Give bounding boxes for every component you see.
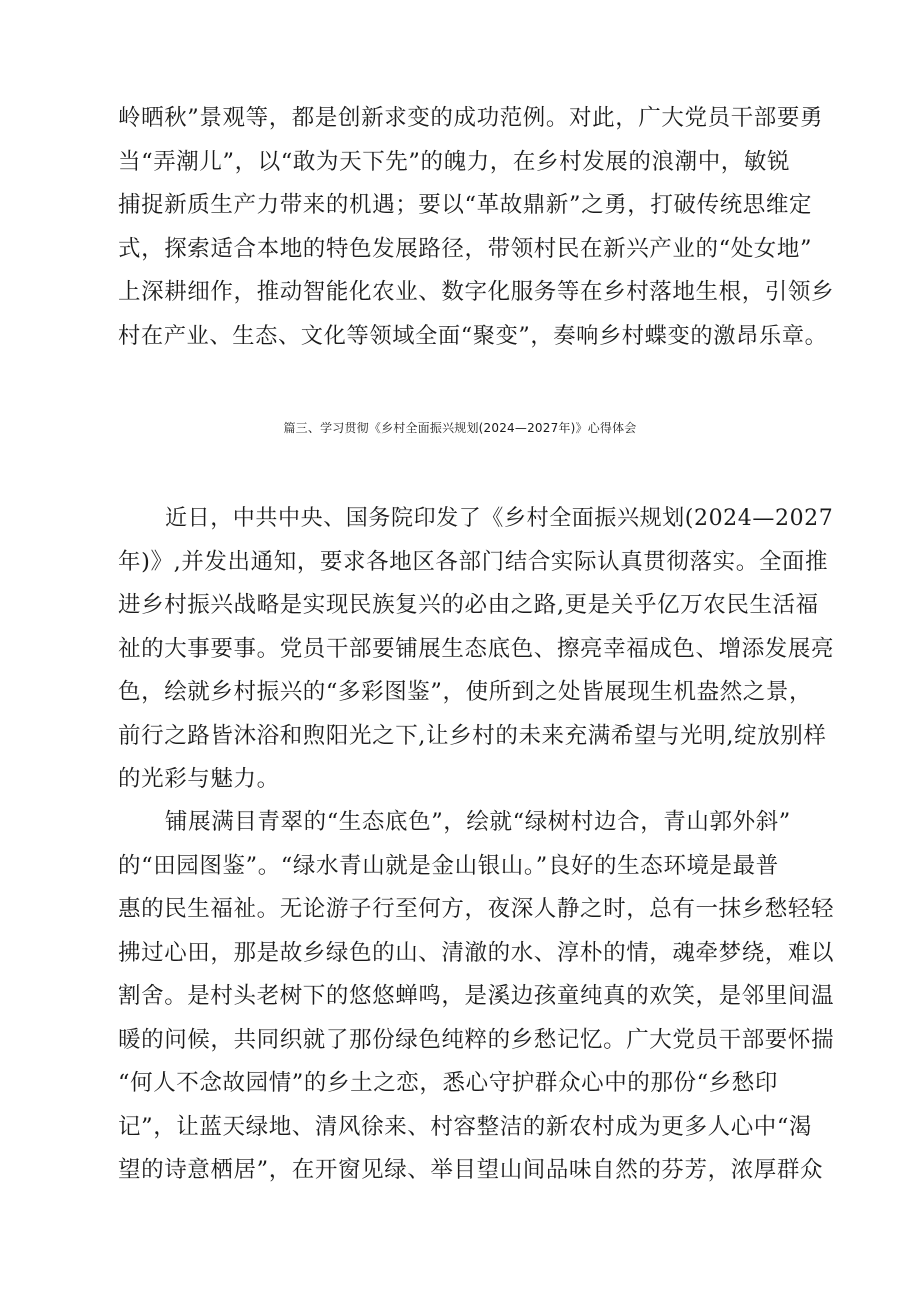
text-line: 当“弄潮儿”，以“敢为天下先”的魄力，在乡村发展的浪潮中，敏锐	[118, 148, 791, 175]
text-line: 铺展满目青翠的“生态底色”，绘就“绿树村边合，青山郭外斜”	[165, 809, 791, 835]
text-line: 前行之路皆沐浴和煦阳光之下,让乡村的未来充满希望与光明,绽放别样	[118, 722, 827, 749]
text-line: 近日，中共中央、国务院印发了《乡村全面振兴规划(2024—2027	[165, 506, 834, 531]
text-line: 的“田园图鉴”。“绿水青山就是金山银山。”良好的生态环境是最普	[118, 852, 779, 879]
text-line: 割舍。是村头老树下的悠悠蝉鸣，是溪边孩童纯真的欢笑，是邻里间温	[118, 983, 835, 1009]
paragraph-2	[118, 801, 834, 1193]
text-line: 进乡村振兴战略是实现民族复兴的必由之路,更是关乎亿万农民生活福	[118, 592, 819, 618]
continuation-paragraph	[118, 97, 834, 358]
text-line: 上深耕细作，推动智能化农业、数字化服务等在乡村落地生根，引领乡	[118, 279, 835, 305]
text-line: 村在产业、生态、文化等领域全面“聚变”，奏响乡村蝶变的激昂乐章。	[118, 322, 828, 349]
text-line: 惠的民生福祉。无论游子行至何方，夜深人静之时，总有一抹乡愁轻轻	[118, 896, 835, 922]
text-line: 年)》,并发出通知，要求各地区各部门结合实际认真贯彻落实。全面推	[118, 548, 829, 575]
text-line: 记”，让蓝天绿地、清风徐来、村容整洁的新农村成为更多人心中“渴	[118, 1113, 813, 1140]
text-line: 色，绘就乡村振兴的“多彩图鉴”，使所到之处皆展现生机盎然之景，	[118, 679, 813, 705]
paragraph-1	[118, 497, 834, 802]
text-line: 的光彩与魅力。	[118, 766, 280, 792]
text-line: 望的诗意栖居”，在开窗见绿、举目望山间品味自然的芬芳，浓厚群众	[118, 1157, 824, 1183]
text-line: 暖的问候，共同织就了那份绿色纯粹的乡愁记忆。广大党员干部要怀揣	[118, 1026, 835, 1053]
text-line: 式，探索适合本地的特色发展路径，带领村民在新兴产业的“处女地”	[118, 235, 813, 262]
text-line: 拂过心田，那是故乡绿色的山、清澈的水、淳朴的情，魂牵梦绕，难以	[118, 939, 835, 966]
section-heading: 篇三、学习贯彻《乡村全面振兴规划(2024—2027年)》心得体会	[283, 421, 637, 435]
text-line: 岭晒秋”景观等，都是创新求变的成功范例。对此，广大党员干部要勇	[118, 105, 824, 131]
text-line: 祉的大事要事。党员干部要铺展生态底色、擦亮幸福成色、增添发展亮	[118, 635, 835, 662]
text-line: 捕捉新质生产力带来的机遇；要以“革故鼎新”之勇，打破传统思维定	[118, 192, 813, 218]
text-line: “何人不念故园情”的乡土之恋，悉心守护群众心中的那份“乡愁印	[118, 1070, 779, 1096]
